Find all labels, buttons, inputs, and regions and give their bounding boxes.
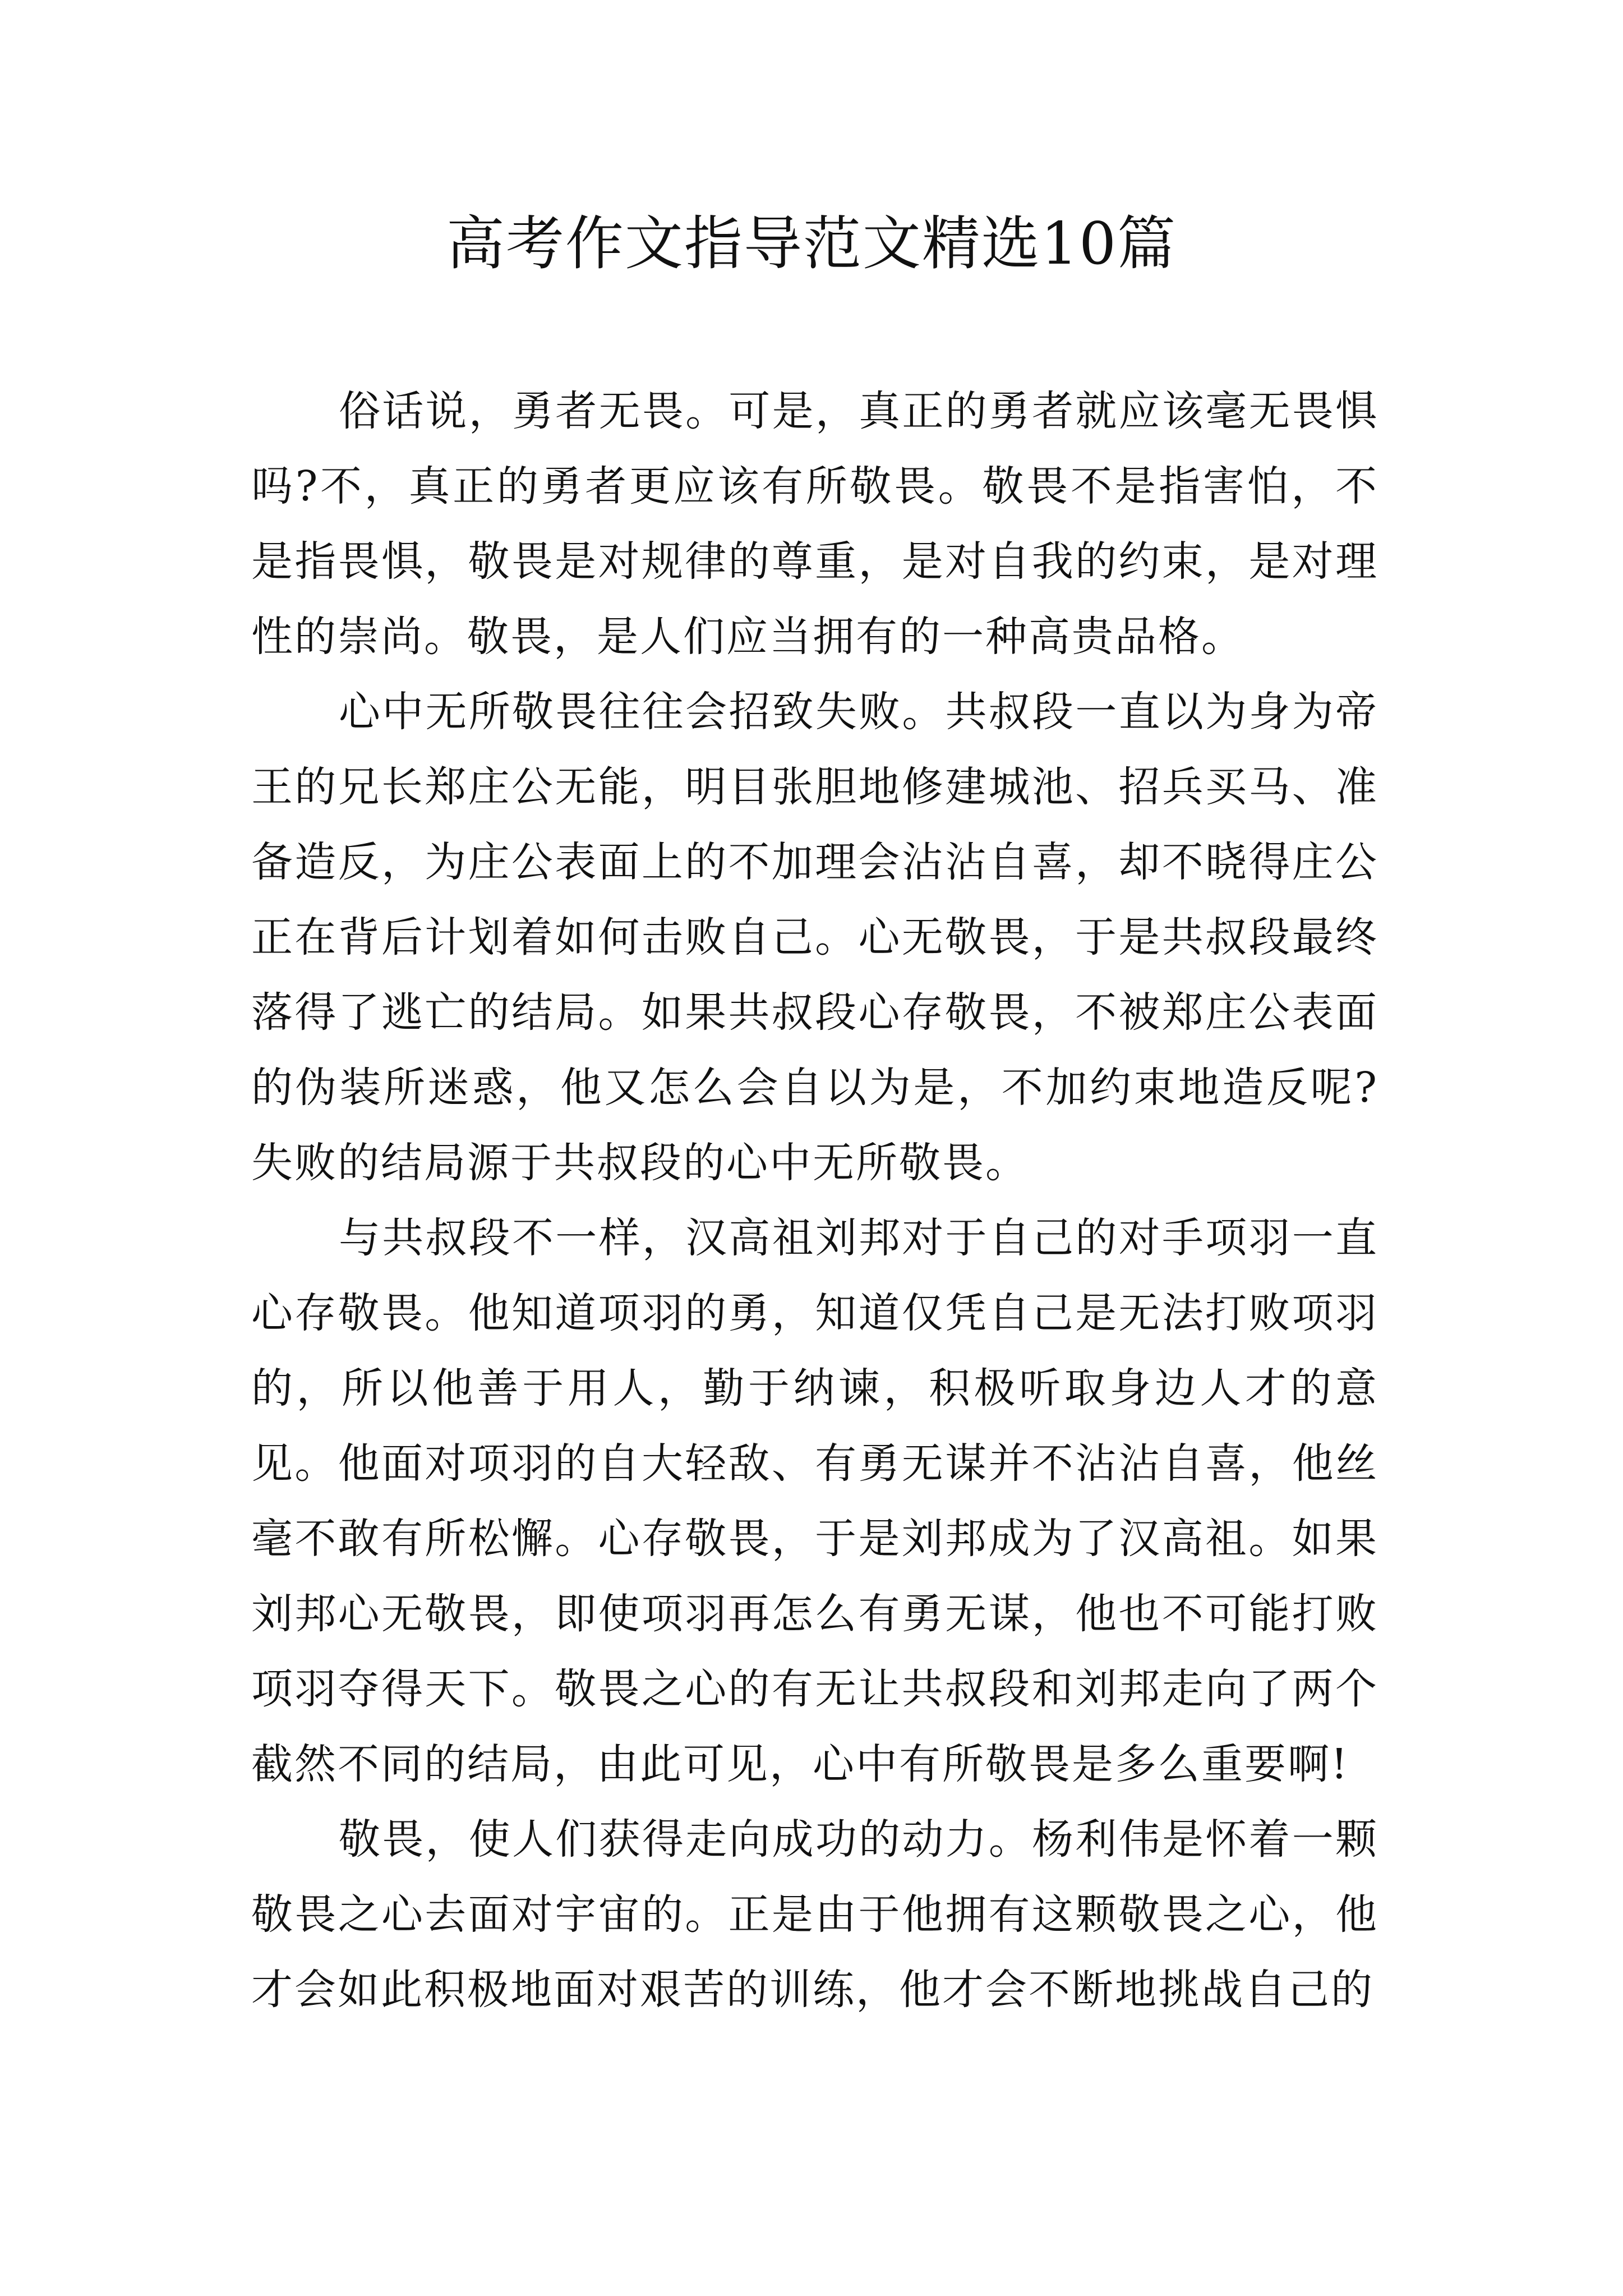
- document-title: 高考作文指导范文精选10篇: [446, 209, 1177, 278]
- paragraph: 心中无所敬畏往往会招致失败。共叔段一直以为身为帝王的兄长郑庄公无能，明目张胆地修建城池、招兵买马、准备造反，为庄公表面上的不加理会沾沾自喜，却不晓得庄公正在背后计划着如何击败自己。心无敬畏，于是共叔段最终落得了逃亡的结局。如果共叔段心存敬畏，不被郑庄公表面的伪装所迷惑，他又怎么会自以为是，不加约束地造反呢?失败的结局源于共叔段的心中无所敬畏。: [251, 688, 1378, 1187]
- document-body: [251, 374, 1378, 2027]
- paragraph: 敬畏，使人们获得走向成功的动力。杨利伟是怀着一颗敬畏之心去面对宇宙的。正是由于他拥有这颗敬畏之心，他才会如此积极地面对艰苦的训练，他才会不断地挑战自己的: [251, 1815, 1378, 2014]
- paragraph: 与共叔段不一样，汉高祖刘邦对于自己的对手项羽一直心存敬畏。他知道项羽的勇，知道仅凭自己是无法打败项羽的，所以他善于用人，勤于纳谏，积极听取身边人才的意见。他面对项羽的自大轻敌、有勇无谋并不沾沾自喜，他丝毫不敢有所松懈。心存敬畏，于是刘邦成为了汉高祖。如果刘邦心无敬畏，即使项羽再怎么有勇无谋，他也不可能打败项羽夺得天下。敬畏之心的有无让共叔段和刘邦走向了两个截然不同的结局，由此可见，心中有所敬畏是多么重要啊!: [251, 1214, 1378, 1788]
- paragraph: 俗话说，勇者无畏。可是，真正的勇者就应该毫无畏惧吗?不，真正的勇者更应该有所敬畏。敬畏不是指害怕，不是指畏惧，敬畏是对规律的尊重，是对自我的约束，是对理性的崇尚。敬畏，是人们应当拥有的一种高贵品格。: [251, 387, 1378, 661]
